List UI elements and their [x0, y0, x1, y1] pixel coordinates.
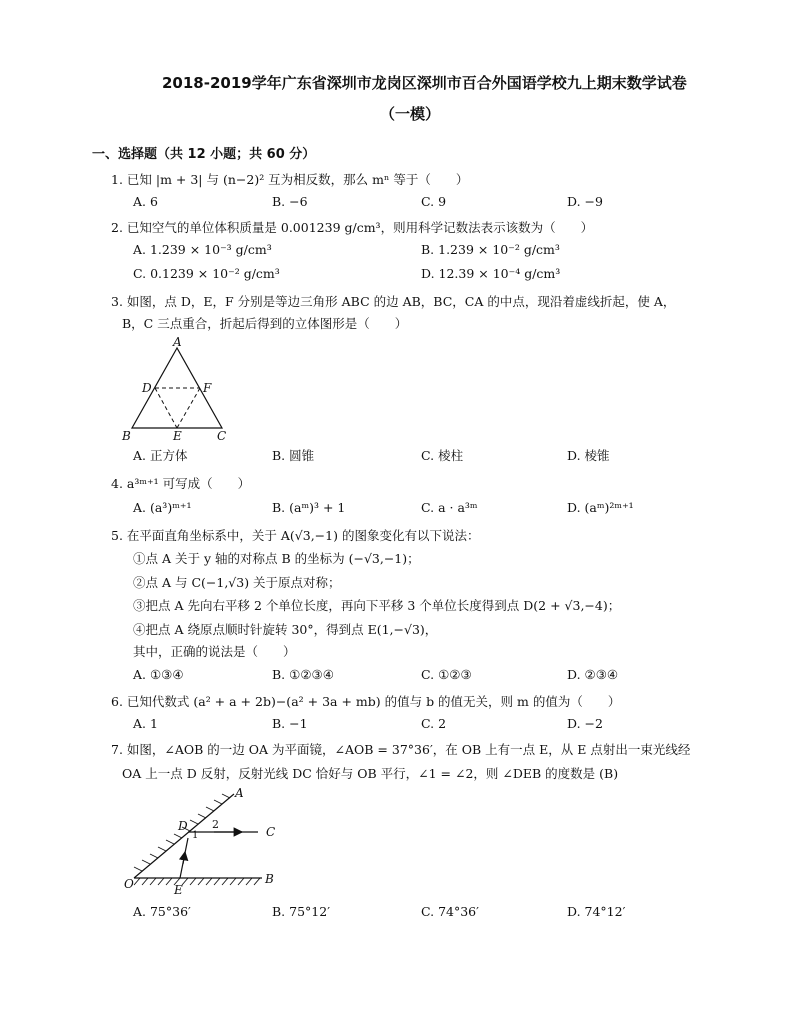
- section-heading: 一、选择题（共 12 小题；共 60 分）: [92, 147, 316, 162]
- question-1-stem: 1. 已知 |m + 3| 与 (n−2)² 互为相反数，那么 mⁿ 等于（ ）: [111, 172, 469, 187]
- question-4-option-b: B. (aᵐ)³ + 1: [272, 500, 346, 515]
- question-1-option-a: A. 6: [133, 194, 158, 209]
- question-3-option-d: D. 棱锥: [567, 448, 610, 463]
- question-7-stem-line2: OA 上一点 D 反射，反射光线 DC 恰好与 OB 平行，∠1 = ∠2，则 ∠DEB 的度数是 (B): [122, 766, 619, 781]
- question-3-option-b: B. 圆锥: [272, 448, 315, 463]
- question-5-option-b: B. ①②③④: [272, 667, 334, 682]
- question-5-item-2: ②点 A 与 C(−1,√3) 关于原点对称；: [133, 575, 341, 590]
- question-7-option-a: A. 75°36′: [133, 904, 191, 919]
- label-d: D: [178, 819, 188, 833]
- question-6-option-c: C. 2: [421, 716, 447, 731]
- fold-line-de: [155, 388, 177, 428]
- question-5-option-d: D. ②③④: [567, 667, 619, 682]
- label-c: C: [217, 429, 227, 443]
- label-c: C: [266, 825, 276, 839]
- triangle-figure: [120, 336, 240, 444]
- page-title: 2018-2019学年广东省深圳市龙岗区深圳市百合外国语学校九上期末数学试卷: [162, 74, 687, 92]
- label-e: E: [174, 883, 183, 897]
- question-2-option-a: A. 1.239 × 10⁻³ g/cm³: [133, 242, 272, 257]
- question-5-item-4: ④把点 A 绕原点顺时针旋转 30°，得到点 E(1,−√3)，: [133, 622, 438, 637]
- question-5-option-c: C. ①②③: [421, 667, 472, 682]
- label-b: B: [265, 872, 274, 886]
- label-b: B: [122, 429, 131, 443]
- fold-line-ef: [177, 388, 200, 428]
- label-f: F: [203, 381, 212, 395]
- question-1-option-b: B. −6: [272, 194, 308, 209]
- label-e: E: [173, 429, 182, 443]
- question-6-option-b: B. −1: [272, 716, 308, 731]
- label-a: A: [173, 336, 182, 349]
- question-4-option-d: D. (aᵐ)²ᵐ⁺¹: [567, 500, 634, 515]
- question-4-option-c: C. a · a³ᵐ: [421, 500, 478, 515]
- label-angle-2: 2: [212, 818, 219, 831]
- question-2-option-d: D. 12.39 × 10⁻⁴ g/cm³: [421, 266, 561, 281]
- question-6-stem: 6. 已知代数式 (a² + a + 2b)−(a² + 3a + mb) 的值与 b 的值无关，则 m 的值为（ ）: [111, 694, 621, 709]
- question-3-stem-line1: 3. 如图，点 D，E，F 分别是等边三角形 ABC 的边 AB，BC，CA 的中点，现沿着虚线折起，使 A，: [111, 294, 676, 309]
- question-3-stem-line2: B，C 三点重合，折起后得到的立体图形是（ ）: [122, 316, 408, 331]
- question-3-option-a: A. 正方体: [133, 448, 188, 463]
- ob-hatching: [134, 878, 260, 885]
- question-2-option-b: B. 1.239 × 10⁻² g/cm³: [421, 242, 560, 257]
- question-5-stem: 5. 在平面直角坐标系中，关于 A(√3,−1) 的图象变化有以下说法：: [111, 528, 480, 543]
- mirror-figure: [118, 784, 298, 900]
- question-7-stem-line1: 7. 如图，∠AOB 的一边 OA 为平面镜，∠AOB = 37°36′，在 OB 上有一点 E，从 E 点射出一束光线经: [111, 742, 691, 757]
- label-angle-1: 1: [192, 830, 199, 841]
- label-o: O: [124, 877, 134, 891]
- ray-oa-mirror: [134, 794, 234, 878]
- question-2-option-c: C. 0.1239 × 10⁻² g/cm³: [133, 266, 280, 281]
- question-4-option-a: A. (a³)ᵐ⁺¹: [133, 500, 192, 515]
- incident-arrow: [183, 852, 185, 864]
- question-5-item-1: ①点 A 关于 y 轴的对称点 B 的坐标为 (−√3,−1)；: [133, 551, 420, 566]
- question-7-option-b: B. 75°12′: [272, 904, 331, 919]
- question-3-option-c: C. 棱柱: [421, 448, 464, 463]
- question-6-option-a: A. 1: [133, 716, 158, 731]
- label-a: A: [235, 786, 244, 800]
- page-subtitle: （一模）: [380, 105, 441, 123]
- question-7-option-c: C. 74°36′: [421, 904, 479, 919]
- question-1-option-c: C. 9: [421, 194, 447, 209]
- question-6-option-d: D. −2: [567, 716, 603, 731]
- question-5-item-3: ③把点 A 先向右平移 2 个单位长度，再向下平移 3 个单位长度得到点 D(2 + √3,−4)；: [133, 598, 621, 613]
- question-4-stem: 4. a³ᵐ⁺¹ 可写成（ ）: [111, 476, 251, 491]
- question-1-option-d: D. −9: [567, 194, 603, 209]
- question-5-option-a: A. ①③④: [133, 667, 184, 682]
- label-d: D: [142, 381, 152, 395]
- question-7-option-d: D. 74°12′: [567, 904, 626, 919]
- question-2-stem: 2. 已知空气的单位体积质量是 0.001239 g/cm³，则用科学记数法表示该数为（ ）: [111, 220, 594, 235]
- question-5-conclusion: 其中，正确的说法是（ ）: [133, 644, 296, 659]
